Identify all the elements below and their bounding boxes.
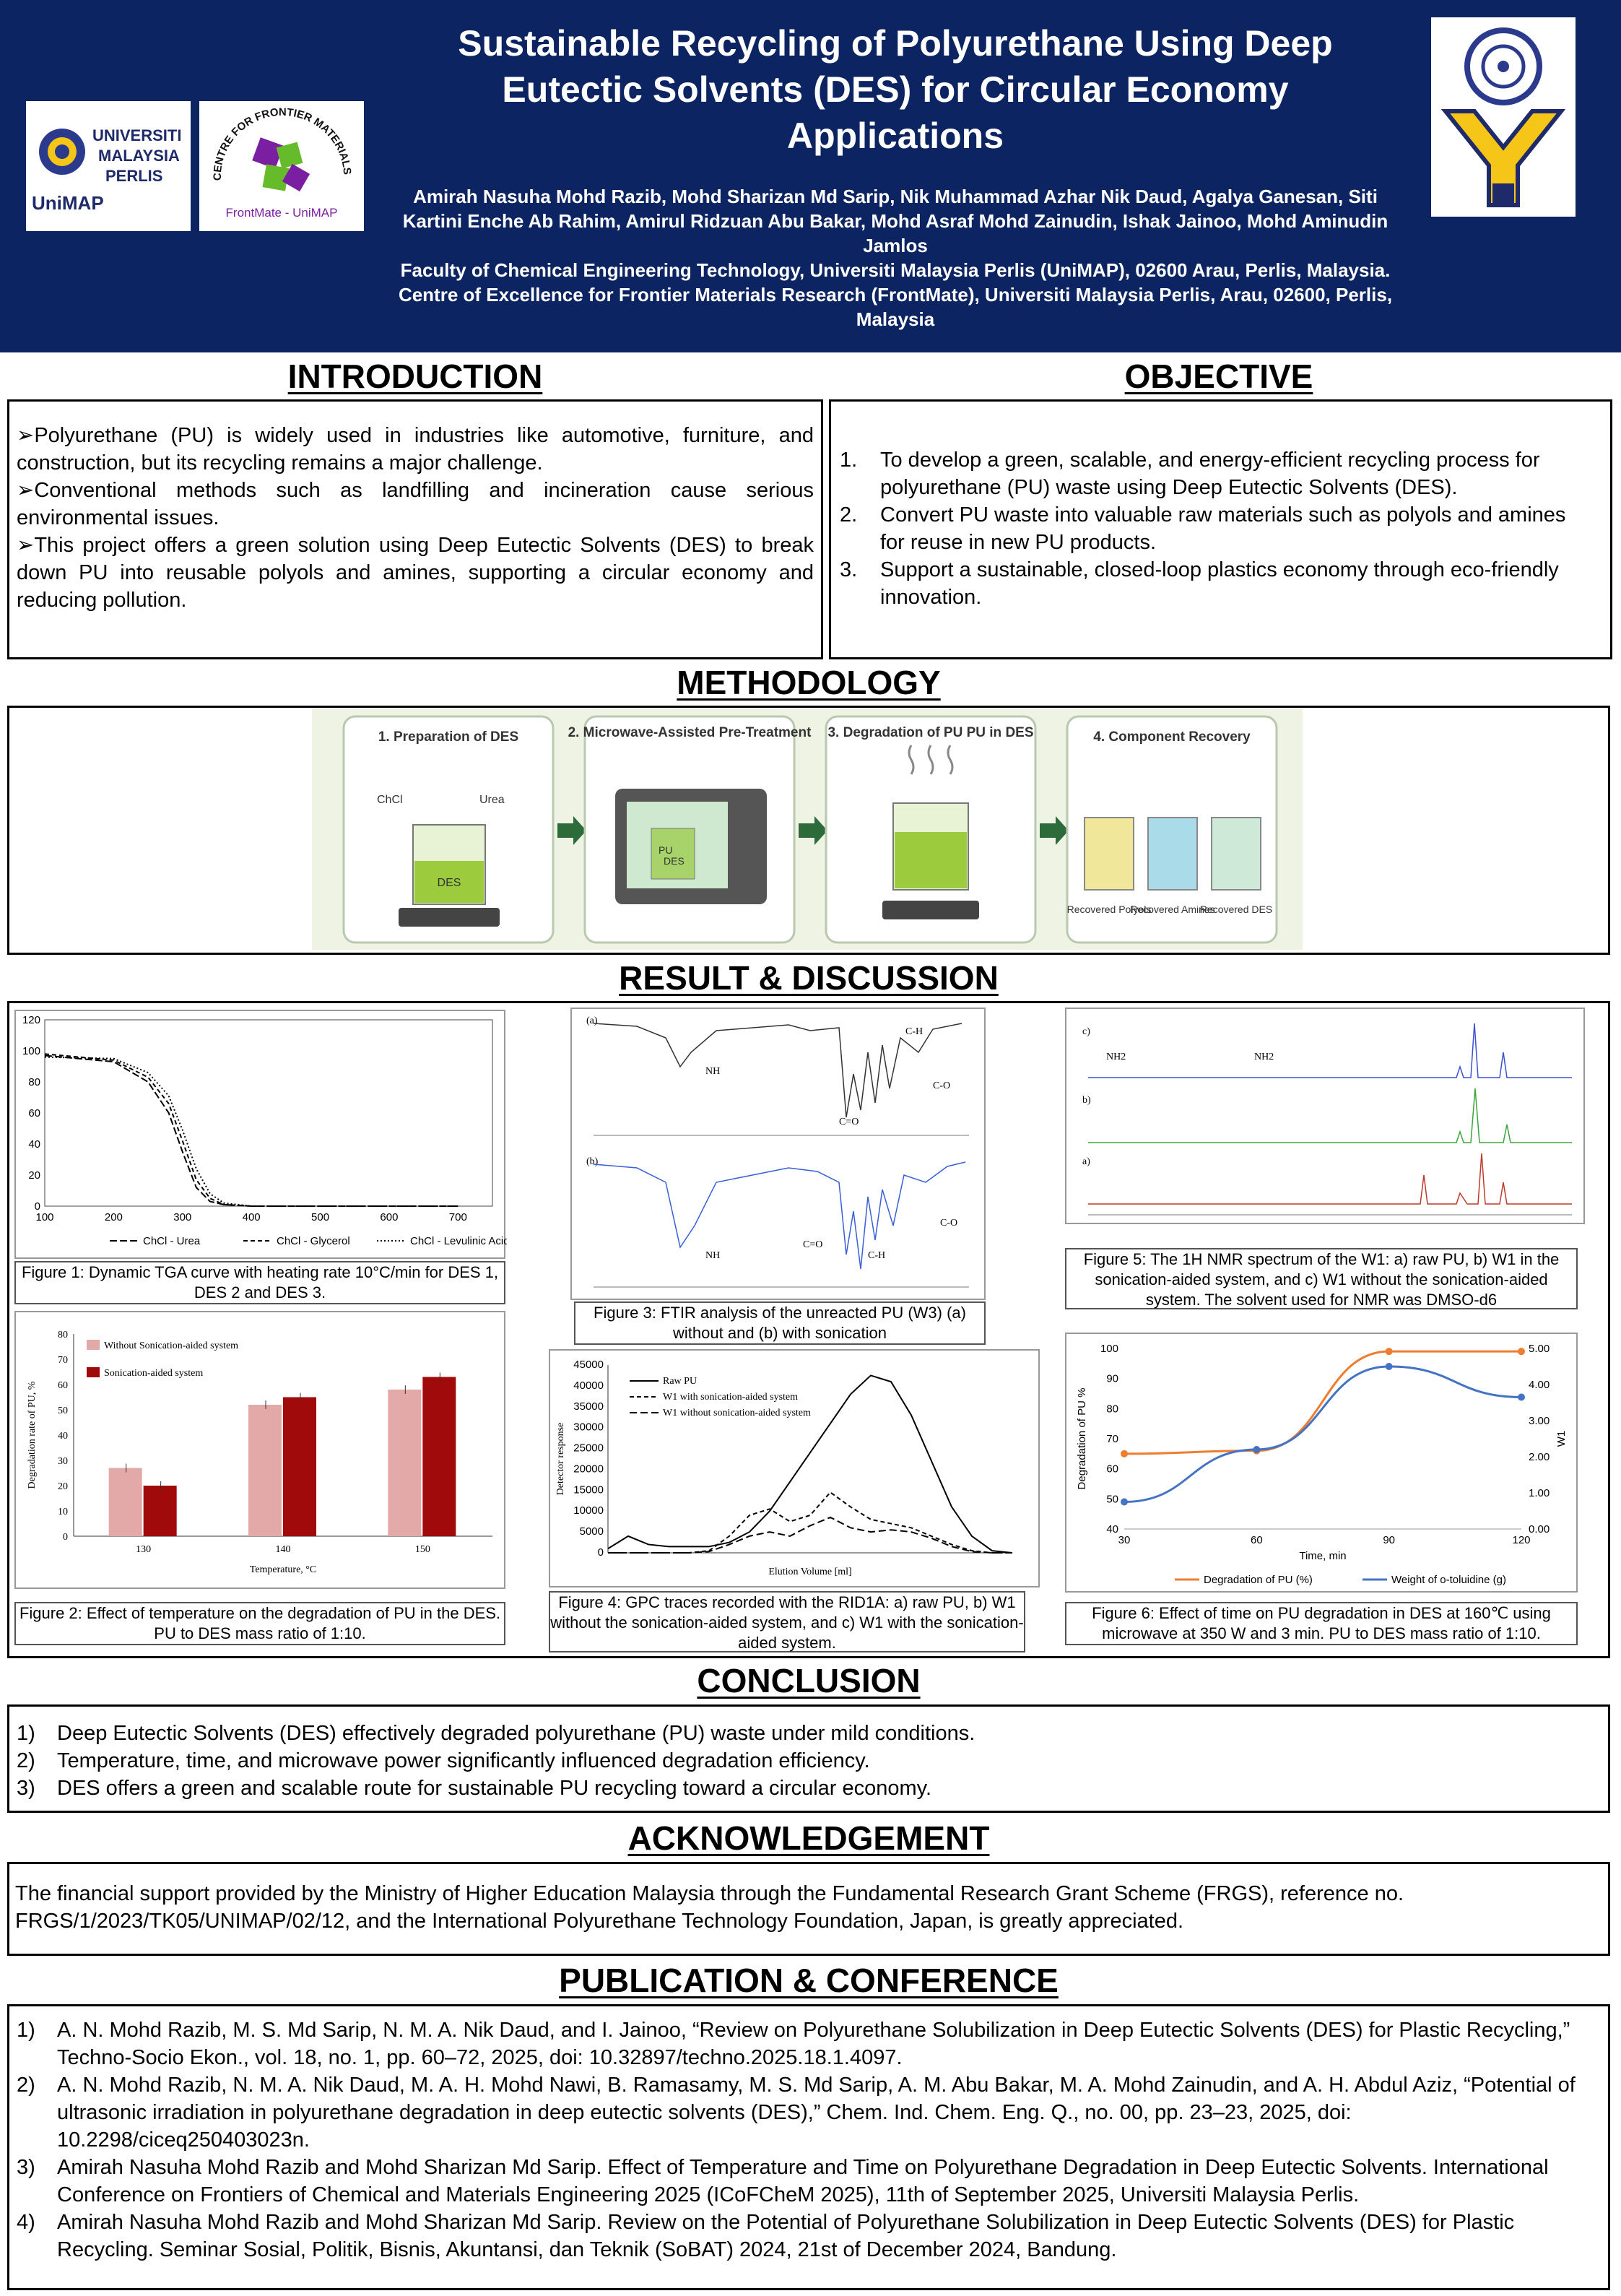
fig2-legend-label: Without Sonication-aided system [104, 1340, 239, 1351]
objective-item: 2. Convert PU waste into valuable raw materials such as polyols and amines for reuse in new PU products. [840, 503, 1566, 554]
publication-item: 3) Amirah Nasuha Mohd Razib and Mohd Sharizan Md Sarip. Effect of Temperature and Time on Polyurethane Degradation in Deep Eutectic Solvents. International Conference on Frontiers of Chemical and Materials Engineering 2025 (ICoFCheM 2025), 11th of September 2025, Universiti Malaysia Perlis. [17, 2156, 1549, 2206]
fig1-xtick: 400 [242, 1211, 261, 1223]
fig2-legend-swatch [87, 1367, 100, 1377]
fig4-legend-label: W1 with sonication-aided system [663, 1392, 799, 1403]
fig4-chart [550, 1351, 1041, 1589]
fig6-ytick: 70 [1106, 1433, 1118, 1445]
figure-5 [1065, 1008, 1585, 1224]
fig6-xtick: 120 [1512, 1534, 1531, 1546]
fig5-caption: Figure 5: The 1H NMR spectrum of the W1: a) raw PU, b) W1 in the sonication-aided system, and c) W1 without the sonication-aided system. The solvent used for NMR was DMSO-d6 [1065, 1248, 1578, 1309]
unimap-line2: MALAYSIA [98, 147, 180, 165]
introduction-title: INTRODUCTION [287, 358, 543, 395]
frontmate-logo [199, 101, 364, 231]
fig6-y2tick: 2.00 [1529, 1451, 1550, 1463]
fig3-spectrum-a [594, 1023, 962, 1117]
conclusion-box [7, 1704, 1610, 1813]
frontmate-name: FrontMate - UniMAP [225, 206, 338, 220]
fig6-point [1253, 1446, 1260, 1453]
methodology-diagram [312, 709, 1303, 950]
arrow-right-icon [1040, 816, 1069, 845]
fig2-bar [388, 1390, 421, 1536]
objective-list [837, 446, 1596, 611]
fig6-ytick: 60 [1106, 1463, 1118, 1476]
fig4-ytick: 15000 [573, 1483, 604, 1496]
acknowledgement-box [7, 1862, 1610, 1956]
fig1-legend-label: ChCl - Urea [143, 1235, 201, 1247]
unimap-logo [26, 101, 191, 231]
fig3-label: C=O [803, 1239, 823, 1250]
fig1-ytick: 40 [28, 1138, 40, 1151]
fig6-y2tick: 3.00 [1529, 1415, 1550, 1427]
fig6-point [1121, 1450, 1128, 1457]
fig3-label: C=O [839, 1117, 859, 1127]
intro-item: ➢Polyurethane (PU) is widely used in industries like automotive, furniture, and construction, but its recycling remains a major challenge. [17, 424, 814, 475]
step2-label-pu: PU [659, 844, 673, 856]
fig6-chart [1066, 1334, 1579, 1594]
fig2-ytick: 80 [58, 1330, 68, 1340]
fig1-xtick: 100 [35, 1211, 54, 1223]
fig3-panel-a: (a) [586, 1015, 598, 1026]
step1-label-des: DES [437, 877, 461, 889]
fig1-series-line [45, 1057, 458, 1206]
fig6-series-line [1124, 1366, 1521, 1502]
fig2-bar [144, 1486, 177, 1536]
fig4-caption: Figure 4: GPC traces recorded with the RID1A: a) raw PU, b) W1 without the sonication-aided system, and c) W1 with the sonication-aided system. [549, 1591, 1025, 1652]
objective-title: OBJECTIVE [1124, 358, 1313, 395]
fig2-legend-label: Sonication-aided system [104, 1368, 204, 1379]
figure-2 [14, 1311, 505, 1589]
fig2-xlabel: Temperature, °C [249, 1564, 317, 1575]
acknowledgement-title: ACKNOWLEDGEMENT [627, 1819, 990, 1857]
methodology-title: METHODOLOGY [677, 664, 941, 701]
fig2-bar [422, 1377, 456, 1537]
step4-label-polyols: Recovered Polyols [1066, 904, 1152, 915]
fig6-xtick: 30 [1118, 1534, 1131, 1546]
fig6-ytick: 40 [1106, 1523, 1118, 1535]
fig1-series-line [45, 1054, 458, 1206]
fig1-xtick: 700 [448, 1211, 467, 1223]
fig4-ytick: 35000 [573, 1400, 604, 1413]
figure-3 [570, 1008, 986, 1300]
intro-item: ➢This project offers a green solution using Deep Eutectic Solvents (DES) to break down PU into reusable polyols and amines, supporting a circular economy and reducing pollution. [17, 534, 814, 612]
publication-box [7, 2004, 1610, 2290]
affiliation-2: Centre of Excellence for Frontier Materials Research (FrontMate), Universiti Malaysia Perlis, Arau, 02600, Perlis, Malaysia [398, 284, 1393, 330]
arrow-right-icon [557, 816, 586, 845]
fig3-label: C-H [905, 1026, 924, 1037]
fig1-legend-label: ChCl - Levulinic Acid [410, 1235, 507, 1247]
fig2-ytick: 20 [58, 1481, 68, 1492]
fig3-panel-b: (b) [586, 1156, 599, 1167]
emblem-graphic [1431, 17, 1576, 217]
step1-title: 1. Preparation of DES [378, 729, 519, 745]
vial-icon [1085, 818, 1134, 890]
author-list: Amirah Nasuha Mohd Razib, Mohd Sharizan Md Sarip, Nik Muhammad Azhar Nik Daud, Agalya Ganesan, Siti Kartini Enche Ab Rahim, Amirul Ridzuan Abu Bakar, Mohd Asraf Mohd Zainudin, Ishak Jainoo, Mohd Aminudin Jamlos [402, 186, 1389, 256]
fig3-label: C-O [940, 1218, 958, 1229]
fig2-ytick: 30 [58, 1456, 68, 1467]
fig1-xtick: 200 [104, 1211, 123, 1223]
fig5-spectrum-c [1088, 1023, 1572, 1078]
fig2-ytick: 60 [58, 1380, 68, 1391]
frontmate-arc-text: CENTRE FOR FRONTIER MATERIALS [211, 105, 354, 181]
fig6-ylabel: Degradation of PU % [1076, 1387, 1088, 1490]
fig2-xtick: 150 [414, 1544, 430, 1555]
hotplate-icon [882, 901, 979, 919]
fig1-ytick: 20 [28, 1169, 40, 1182]
fig2-ytick: 0 [63, 1532, 68, 1543]
fig5-panel-a: a) [1082, 1156, 1090, 1167]
fig2-chart [16, 1312, 507, 1590]
fig1-series-line [45, 1055, 458, 1206]
fig4-ytick: 20000 [573, 1463, 604, 1476]
fig1-ytick: 60 [28, 1107, 40, 1119]
fig6-y2label: W1 [1555, 1430, 1568, 1447]
fig3-ftir [572, 1009, 987, 1301]
fig5-label: NH2 [1254, 1052, 1274, 1062]
fig6-point [1121, 1499, 1128, 1506]
hotplate-icon [399, 908, 500, 927]
fig2-ytick: 50 [58, 1405, 68, 1416]
fig3-caption: Figure 3: FTIR analysis of the unreacted PU (W3) (a) without and (b) with sonication [574, 1301, 986, 1345]
publication-item: 4) Amirah Nasuha Mohd Razib and Mohd Sharizan Md Sarip. Review on the Potential of Polyurethane Solubilization in Deep Eutectic Solvents (DES) for Plastic Recycling. Seminar Sosial, Politik, Bisnis, Akuntansi, dan Teknik (SoBAT) 2024, 21st of December 2024, Bandung. [17, 2211, 1515, 2261]
conclusion-item: 3) DES offers a green and scalable route for sustainable PU recycling toward a circular economy. [17, 1777, 932, 1800]
fig6-xlabel: Time, min [1299, 1550, 1347, 1562]
fig1-chart [16, 1011, 507, 1260]
fig1-caption: Figure 1: Dynamic TGA curve with heating rate 10°C/min for DES 1, DES 2 and DES 3. [14, 1261, 505, 1304]
fig6-ytick: 50 [1106, 1493, 1118, 1506]
unimap-line1: UNIVERSITI [92, 126, 182, 144]
methodology-svg [312, 709, 1303, 950]
fig6-ytick: 90 [1106, 1372, 1118, 1385]
results-title: RESULT & DISCUSSION [619, 959, 999, 997]
frontmate-logo-graphic [199, 101, 364, 231]
step1-label-urea: Urea [479, 794, 505, 806]
fig2-ylabel: Degradation rate of PU, % [27, 1381, 38, 1489]
conclusion-title: CONCLUSION [697, 1662, 921, 1699]
fig2-bar [109, 1468, 142, 1537]
arrow-bullet-icon: ➢ [17, 534, 35, 557]
fig1-xtick: 500 [311, 1211, 330, 1223]
fig4-ytick: 25000 [573, 1442, 604, 1455]
conclusion-list [14, 1720, 1608, 1802]
fig6-ytick: 100 [1100, 1343, 1118, 1355]
fig3-label: C-O [933, 1080, 951, 1091]
fig5-spectrum-b [1088, 1088, 1572, 1143]
fig3-spectrum-b [594, 1162, 965, 1269]
publication-item: 1) A. N. Mohd Razib, M. S. Md Sarip, N. M. A. Nik Daud, and I. Jainoo, “Review on Polyurethane Solubilization in Deep Eutectic Solvents (DES) for Plastic Recycling,” Techno-Socio Ekon., vol. 18, no. 1, pp. 60–72, 2025, doi: 10.32897/techno.2025.18.1.4097. [17, 2019, 1570, 2069]
fig4-ylabel: Detector response [555, 1422, 566, 1496]
fig4-legend-label: Raw PU [663, 1376, 697, 1387]
fig2-bar [248, 1405, 282, 1536]
arrow-bullet-icon: ➢ [17, 424, 35, 447]
vial-icon [1212, 818, 1261, 890]
step3-title: 3. Degradation of PU PU in DES [827, 725, 1034, 740]
fig6-y2tick: 1.00 [1529, 1487, 1550, 1499]
arrow-right-icon [799, 816, 827, 845]
publication-title: PUBLICATION & CONFERENCE [559, 1962, 1059, 1999]
fig1-legend-label: ChCl - Glycerol [277, 1235, 350, 1247]
fig4-ytick: 5000 [579, 1525, 604, 1538]
objective-item: 3. Support a sustainable, closed-loop plastics economy through eco-friendly innovation. [840, 558, 1559, 609]
fig6-xtick: 60 [1250, 1534, 1263, 1546]
objective-box [829, 399, 1612, 659]
fig4-series-line [608, 1492, 1012, 1553]
fig5-panel-c: c) [1082, 1026, 1090, 1037]
affiliation-1: Faculty of Chemical Engineering Technology, Universiti Malaysia Perlis (UniMAP), 02600 Arau, Perlis, Malaysia. [400, 259, 1391, 281]
unimap-abbr: UniMAP [32, 192, 104, 214]
figure-4 [549, 1349, 1040, 1587]
fig6-y2tick: 4.00 [1529, 1379, 1550, 1391]
step4-title: 4. Component Recovery [1093, 729, 1251, 745]
unimap-line3: PERLIS [105, 167, 163, 185]
university-emblem [1431, 17, 1576, 217]
step1-label-chcl: ChCl [377, 794, 403, 806]
fig6-point [1386, 1363, 1393, 1370]
conclusion-item: 2) Temperature, time, and microwave power significantly influenced degradation efficiency. [17, 1749, 870, 1772]
fig3-label: NH [705, 1250, 721, 1261]
fig4-ytick: 40000 [573, 1379, 604, 1392]
fig2-xtick: 140 [275, 1544, 291, 1555]
conclusion-item: 1) Deep Eutectic Solvents (DES) effectively degraded polyurethane (PU) waste under mild conditions. [17, 1722, 975, 1745]
fig5-spectrum-a [1088, 1153, 1572, 1204]
fig1-plot-frame [45, 1020, 492, 1206]
fig2-ytick: 10 [58, 1507, 68, 1517]
fig4-ytick: 0 [597, 1546, 604, 1559]
fig2-ytick: 40 [58, 1431, 68, 1442]
acknowledgement-text: The financial support provided by the Ministry of Higher Education Malaysia through the Fundamental Research Grant Scheme (FRGS), reference no. FRGS/1/2023/TK05/UNIMAP/02/12, and the International Polyurethane Technology Foundation, Japan, is greatly appreciated. [15, 1882, 1404, 1933]
intro-item: ➢Conventional methods such as landfilling and incineration cause serious environmental issues. [17, 479, 814, 529]
figure-1 [14, 1010, 505, 1259]
fig5-nmr [1066, 1009, 1586, 1226]
fig1-ytick: 80 [28, 1076, 40, 1088]
publication-item: 2) A. N. Mohd Razib, N. M. A. Nik Daud, M. A. H. Mohd Nawi, B. Ramasamy, M. S. Md Sarip, A. M. Abu Bakar, M. A. Mohd Zainudin, and A. H. Abdul Aziz, “Potential of ultrasonic irradiation in polyurethane degradation in deep eutectic solvents (DES),” Chem. Ind. Chem. Eng. Q., no. 00, pp. 23–23, 2025, doi: 10.2298/ciceq250403023n. [17, 2074, 1576, 2152]
fig4-xlabel: Elution Volume [ml] [768, 1567, 852, 1577]
step2-label-des: DES [664, 855, 685, 867]
introduction-box [7, 399, 823, 659]
fig4-ytick: 10000 [573, 1504, 604, 1517]
figure-6 [1065, 1333, 1578, 1593]
unimap-logo-graphic [26, 101, 191, 231]
fig4-ytick: 45000 [573, 1359, 604, 1371]
fig3-label: NH [705, 1066, 721, 1077]
fig4-series-line [608, 1517, 1012, 1553]
fig2-legend-swatch [87, 1340, 100, 1350]
author-block [397, 184, 1394, 332]
fig6-ytick: 80 [1106, 1403, 1118, 1416]
fig2-caption: Figure 2: Effect of temperature on the degradation of PU in the DES. PU to DES mass ratio of 1:10. [14, 1602, 505, 1645]
publication-list [14, 2016, 1602, 2263]
fig6-y2tick: 0.00 [1529, 1523, 1550, 1535]
fig6-series-line [1124, 1351, 1521, 1454]
objective-item: 1. To develop a green, scalable, and energy-efficient recycling process for polyurethane (PU) waste using Deep Eutectic Solvents (DES). [840, 449, 1540, 499]
fig4-legend-label: W1 without sonication-aided system [663, 1408, 811, 1418]
step2-title: 2. Microwave-Assisted Pre-Treatment [568, 725, 812, 740]
fig6-legend-label: Degradation of PU (%) [1204, 1574, 1313, 1586]
arrow-bullet-icon: ➢ [17, 479, 35, 502]
fig2-ytick: 70 [58, 1355, 68, 1366]
fig5-label: NH2 [1106, 1052, 1126, 1062]
fig4-ytick: 30000 [573, 1421, 604, 1434]
fig6-point [1386, 1348, 1393, 1355]
fig3-label: C-H [868, 1250, 886, 1261]
fig2-xtick: 130 [136, 1544, 152, 1555]
fig6-point [1518, 1394, 1525, 1401]
fig6-xtick: 90 [1383, 1534, 1396, 1546]
fig2-bar [283, 1398, 316, 1537]
fig6-caption: Figure 6: Effect of time on PU degradation in DES at 160℃ using microwave at 350 W and 3 min. PU to DES mass ratio of 1:10. [1065, 1602, 1578, 1645]
fig6-legend-label: Weight of o-toluidine (g) [1391, 1574, 1506, 1586]
fig1-ytick: 100 [22, 1045, 40, 1057]
fig6-point [1518, 1348, 1525, 1355]
fig6-y2tick: 5.00 [1529, 1343, 1550, 1355]
step4-label-des: Recovered DES [1199, 904, 1273, 915]
poster-title: Sustainable Recycling of Polyurethane Using Deep Eutectic Solvents (DES) for Circular Economy Applications [458, 23, 1333, 156]
fig1-xtick: 300 [173, 1211, 192, 1223]
fig1-ytick: 120 [22, 1014, 40, 1026]
fig5-panel-b: b) [1082, 1095, 1091, 1106]
fig1-ytick: 0 [34, 1200, 40, 1213]
fig1-xtick: 600 [380, 1211, 399, 1223]
vial-icon [1148, 818, 1197, 890]
step4-label-amines: Recovered Amines [1130, 904, 1215, 915]
